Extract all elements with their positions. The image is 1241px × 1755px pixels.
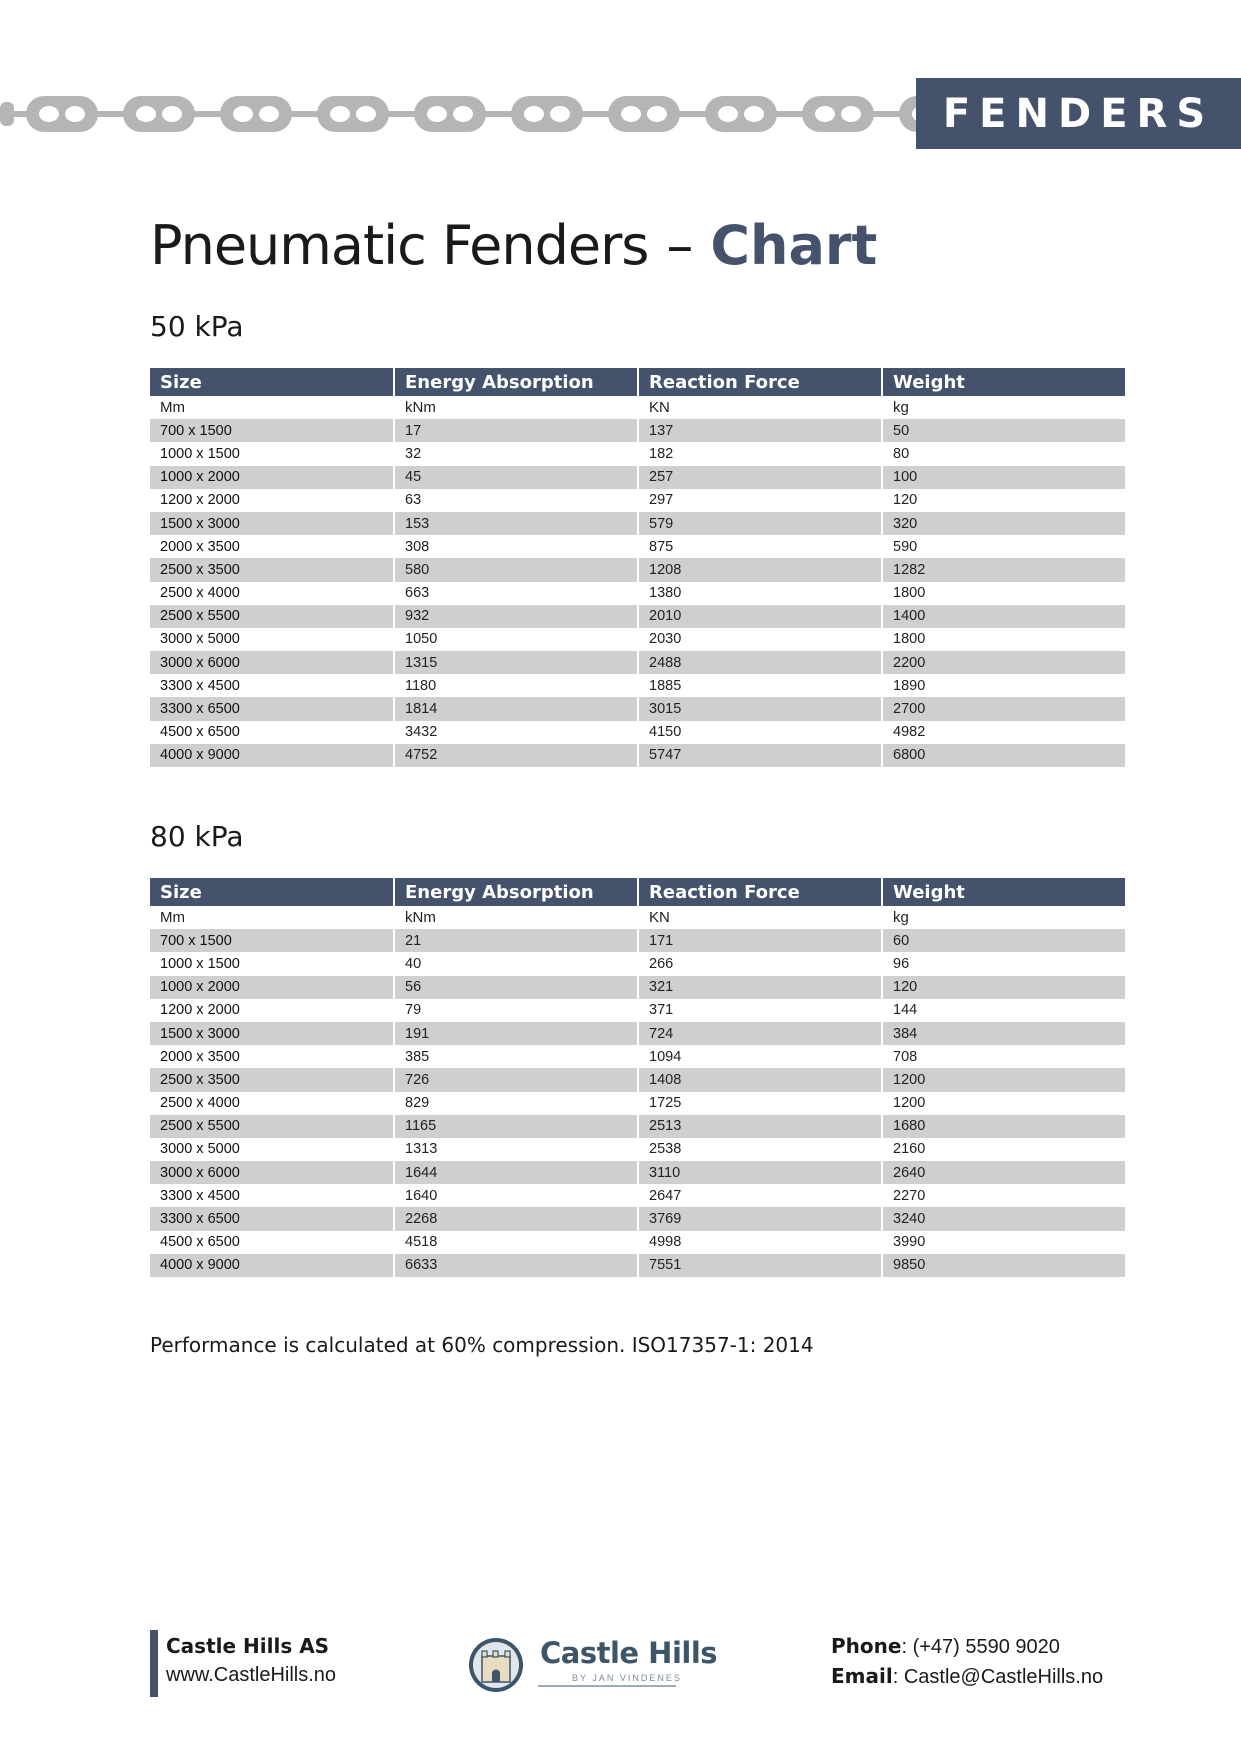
weight-cell: 1200: [882, 1092, 1125, 1115]
size-cell: 1500 x 3000: [150, 512, 394, 535]
chain-link-stud: [738, 104, 744, 124]
table-row: [150, 419, 1125, 442]
chain-link-stud: [253, 104, 259, 124]
size-cell: 3300 x 6500: [150, 697, 394, 720]
table-row: [150, 1092, 1125, 1115]
unit-cell: kg: [882, 906, 1125, 929]
table-row: [150, 628, 1125, 651]
weight-cell: 120: [882, 489, 1125, 512]
energy-absorption-cell: 63: [394, 489, 638, 512]
weight-cell: 2200: [882, 651, 1125, 674]
header-size: Size: [150, 368, 394, 396]
weight-cell: 120: [882, 976, 1125, 999]
chain-link-hole: [39, 106, 59, 122]
energy-absorption-cell: 4518: [394, 1231, 638, 1254]
energy-absorption-cell: 663: [394, 582, 638, 605]
unit-cell: kg: [882, 396, 1125, 419]
energy-absorption-cell: 32: [394, 442, 638, 465]
email-value[interactable]: : Castle@CastleHills.no: [892, 1666, 1104, 1688]
reaction-force-cell: 266: [638, 952, 882, 975]
reaction-force-cell: 321: [638, 976, 882, 999]
energy-absorption-cell: 385: [394, 1045, 638, 1068]
table-row: [150, 1231, 1125, 1254]
energy-absorption-cell: 45: [394, 466, 638, 489]
table-header-row: [150, 878, 1125, 906]
size-cell: 2500 x 3500: [150, 1068, 394, 1091]
company-website-link[interactable]: www.CastleHills.no: [166, 1664, 337, 1686]
size-cell: 1500 x 3000: [150, 1022, 394, 1045]
reaction-force-cell: 1380: [638, 582, 882, 605]
table-row: [150, 1161, 1125, 1184]
energy-absorption-cell: 21: [394, 929, 638, 952]
company-name: Castle Hills AS: [166, 1634, 330, 1658]
table-row: [150, 697, 1125, 720]
chain-link-hole: [718, 106, 738, 122]
energy-absorption-cell: 3432: [394, 721, 638, 744]
contact-block: [831, 1632, 1103, 1692]
weight-cell: 60: [882, 929, 1125, 952]
weight-cell: 6800: [882, 744, 1125, 767]
reaction-force-cell: 1094: [638, 1045, 882, 1068]
energy-absorption-cell: 2268: [394, 1207, 638, 1230]
header-weight: Weight: [882, 368, 1125, 396]
energy-absorption-cell: 79: [394, 999, 638, 1022]
table-row: [150, 721, 1125, 744]
footer-accent-bar: [150, 1630, 158, 1697]
chain-link-hole: [330, 106, 350, 122]
reaction-force-cell: 579: [638, 512, 882, 535]
chain-link-hole: [841, 106, 861, 122]
energy-absorption-cell: 17: [394, 419, 638, 442]
chain-link-hole: [744, 106, 764, 122]
page-title: [150, 214, 877, 284]
table-row: [150, 952, 1125, 975]
table-units-row: [150, 906, 1125, 929]
chain-link-hole: [524, 106, 544, 122]
table-header-row: [150, 368, 1125, 396]
size-cell: 3000 x 6000: [150, 1161, 394, 1184]
size-cell: 2500 x 5500: [150, 1115, 394, 1138]
weight-cell: 384: [882, 1022, 1125, 1045]
chain-link-stud: [544, 104, 550, 124]
reaction-force-cell: 5747: [638, 744, 882, 767]
reaction-force-cell: 297: [638, 489, 882, 512]
reaction-force-cell: 2010: [638, 605, 882, 628]
size-cell: 1000 x 2000: [150, 976, 394, 999]
size-cell: 1200 x 2000: [150, 999, 394, 1022]
header-size: Size: [150, 878, 394, 906]
reaction-force-cell: 182: [638, 442, 882, 465]
unit-cell: kNm: [394, 396, 638, 419]
reaction-force-cell: 1725: [638, 1092, 882, 1115]
table-row: [150, 674, 1125, 697]
energy-absorption-cell: 1640: [394, 1184, 638, 1207]
reaction-force-cell: 3110: [638, 1161, 882, 1184]
header-reaction-force: Reaction Force: [638, 878, 882, 906]
size-cell: 700 x 1500: [150, 929, 394, 952]
size-cell: 2500 x 4000: [150, 582, 394, 605]
size-cell: 3300 x 6500: [150, 1207, 394, 1230]
weight-cell: 1200: [882, 1068, 1125, 1091]
reaction-force-cell: 137: [638, 419, 882, 442]
chain-link-hole: [356, 106, 376, 122]
phone-value[interactable]: : (+47) 5590 9020: [901, 1636, 1060, 1658]
chain-link-hole: [233, 106, 253, 122]
chain-link-hole: [550, 106, 570, 122]
chain-link-stud: [156, 104, 162, 124]
chain-link-stud: [447, 104, 453, 124]
table-row: [150, 1254, 1125, 1277]
chain-link-hole: [136, 106, 156, 122]
chain-graphic: [0, 84, 918, 144]
weight-cell: 50: [882, 419, 1125, 442]
energy-absorption-cell: 580: [394, 558, 638, 581]
size-cell: 1000 x 1500: [150, 952, 394, 975]
reaction-force-cell: 875: [638, 535, 882, 558]
energy-absorption-cell: 1315: [394, 651, 638, 674]
size-cell: 1000 x 2000: [150, 466, 394, 489]
chain-link-hole: [427, 106, 447, 122]
unit-cell: KN: [638, 396, 882, 419]
title-main: Pneumatic Fenders: [150, 214, 649, 277]
weight-cell: 144: [882, 999, 1125, 1022]
energy-absorption-cell: 829: [394, 1092, 638, 1115]
size-cell: 1000 x 1500: [150, 442, 394, 465]
size-cell: 4500 x 6500: [150, 1231, 394, 1254]
reaction-force-cell: 257: [638, 466, 882, 489]
reaction-force-cell: 4150: [638, 721, 882, 744]
size-cell: 3000 x 5000: [150, 628, 394, 651]
energy-absorption-cell: 1165: [394, 1115, 638, 1138]
size-cell: 2500 x 4000: [150, 1092, 394, 1115]
energy-absorption-cell: 1313: [394, 1138, 638, 1161]
header-energy-absorption: Energy Absorption: [394, 368, 638, 396]
weight-cell: 3240: [882, 1207, 1125, 1230]
company-block: [166, 1632, 336, 1690]
unit-cell: KN: [638, 906, 882, 929]
fenders-banner: [916, 78, 1241, 149]
energy-absorption-cell: 4752: [394, 744, 638, 767]
banner-label: FENDERS: [942, 90, 1215, 137]
chain-link-hole: [162, 106, 182, 122]
energy-absorption-cell: 1644: [394, 1161, 638, 1184]
weight-cell: 9850: [882, 1254, 1125, 1277]
size-cell: 2500 x 3500: [150, 558, 394, 581]
email-label: Email: [831, 1664, 893, 1688]
size-cell: 1200 x 2000: [150, 489, 394, 512]
chain-link-stud: [59, 104, 65, 124]
table-row: [150, 999, 1125, 1022]
reaction-force-cell: 2647: [638, 1184, 882, 1207]
weight-cell: 3990: [882, 1231, 1125, 1254]
weight-cell: 2700: [882, 697, 1125, 720]
weight-cell: 100: [882, 466, 1125, 489]
weight-cell: 2640: [882, 1161, 1125, 1184]
table-row: [150, 558, 1125, 581]
table-row: [150, 1207, 1125, 1230]
reaction-force-cell: 7551: [638, 1254, 882, 1277]
energy-absorption-cell: 1050: [394, 628, 638, 651]
chain-link-hole: [647, 106, 667, 122]
reaction-force-cell: 2513: [638, 1115, 882, 1138]
table-row: [150, 1068, 1125, 1091]
table-row: [150, 605, 1125, 628]
size-cell: 4500 x 6500: [150, 721, 394, 744]
title-dash: –: [666, 214, 693, 277]
weight-cell: 1800: [882, 582, 1125, 605]
chain-link-stud: [835, 104, 841, 124]
chain-link-hole: [621, 106, 641, 122]
phone-label: Phone: [831, 1634, 902, 1658]
table-row: [150, 651, 1125, 674]
title-accent: Chart: [710, 214, 878, 277]
weight-cell: 1400: [882, 605, 1125, 628]
weight-cell: 708: [882, 1045, 1125, 1068]
weight-cell: 80: [882, 442, 1125, 465]
energy-absorption-cell: 191: [394, 1022, 638, 1045]
table-row: [150, 489, 1125, 512]
table-row: [150, 442, 1125, 465]
table-row: [150, 744, 1125, 767]
size-cell: 2500 x 5500: [150, 605, 394, 628]
energy-absorption-cell: 56: [394, 976, 638, 999]
size-cell: 3000 x 6000: [150, 651, 394, 674]
reaction-force-cell: 3769: [638, 1207, 882, 1230]
weight-cell: 96: [882, 952, 1125, 975]
fender-table-80kpa: [150, 878, 1125, 1277]
chain-link-partial: [0, 102, 14, 126]
chain-link-hole: [815, 106, 835, 122]
energy-absorption-cell: 726: [394, 1068, 638, 1091]
header-weight: Weight: [882, 878, 1125, 906]
energy-absorption-cell: 40: [394, 952, 638, 975]
size-cell: 3300 x 4500: [150, 1184, 394, 1207]
header-energy-absorption: Energy Absorption: [394, 878, 638, 906]
weight-cell: 1680: [882, 1115, 1125, 1138]
section-label-80kpa: 80 kPa: [150, 820, 244, 853]
energy-absorption-cell: 1180: [394, 674, 638, 697]
unit-cell: Mm: [150, 906, 394, 929]
size-cell: 3300 x 4500: [150, 674, 394, 697]
section-label-50kpa: 50 kPa: [150, 310, 244, 343]
table-row: [150, 1184, 1125, 1207]
reaction-force-cell: 2030: [638, 628, 882, 651]
table-row: [150, 976, 1125, 999]
unit-cell: Mm: [150, 396, 394, 419]
reaction-force-cell: 724: [638, 1022, 882, 1045]
table-row: [150, 1045, 1125, 1068]
table-row: [150, 1022, 1125, 1045]
unit-cell: kNm: [394, 906, 638, 929]
chain-link-stud: [350, 104, 356, 124]
reaction-force-cell: 2538: [638, 1138, 882, 1161]
size-cell: 3000 x 5000: [150, 1138, 394, 1161]
energy-absorption-cell: 308: [394, 535, 638, 558]
reaction-force-cell: 4998: [638, 1231, 882, 1254]
weight-cell: 4982: [882, 721, 1125, 744]
table-row: [150, 535, 1125, 558]
chain-link-stud: [641, 104, 647, 124]
table-row: [150, 1115, 1125, 1138]
weight-cell: 590: [882, 535, 1125, 558]
size-cell: 2000 x 3500: [150, 1045, 394, 1068]
size-cell: 2000 x 3500: [150, 535, 394, 558]
table-row: [150, 466, 1125, 489]
phone-line: [831, 1632, 1103, 1662]
table-row: [150, 512, 1125, 535]
size-cell: 700 x 1500: [150, 419, 394, 442]
weight-cell: 1800: [882, 628, 1125, 651]
chain-link-hole: [259, 106, 279, 122]
weight-cell: 2270: [882, 1184, 1125, 1207]
reaction-force-cell: 1885: [638, 674, 882, 697]
logo-text: Castle Hills: [540, 1636, 718, 1670]
weight-cell: 1282: [882, 558, 1125, 581]
reaction-force-cell: 3015: [638, 697, 882, 720]
reaction-force-cell: 2488: [638, 651, 882, 674]
weight-cell: 1890: [882, 674, 1125, 697]
weight-cell: 2160: [882, 1138, 1125, 1161]
table-units-row: [150, 396, 1125, 419]
table-row: [150, 1138, 1125, 1161]
energy-absorption-cell: 153: [394, 512, 638, 535]
chain-link-hole: [453, 106, 473, 122]
size-cell: 4000 x 9000: [150, 744, 394, 767]
email-line: [831, 1662, 1103, 1692]
table-row: [150, 582, 1125, 605]
performance-note: Performance is calculated at 60% compression. ISO17357-1: 2014: [150, 1333, 814, 1357]
chain-link-hole: [65, 106, 85, 122]
weight-cell: 320: [882, 512, 1125, 535]
energy-absorption-cell: 932: [394, 605, 638, 628]
reaction-force-cell: 371: [638, 999, 882, 1022]
logo-subtext: BY JAN VINDENES: [572, 1673, 682, 1683]
reaction-force-cell: 1408: [638, 1068, 882, 1091]
fender-table-50kpa: [150, 368, 1125, 767]
reaction-force-cell: 171: [638, 929, 882, 952]
energy-absorption-cell: 6633: [394, 1254, 638, 1277]
size-cell: 4000 x 9000: [150, 1254, 394, 1277]
reaction-force-cell: 1208: [638, 558, 882, 581]
header-reaction-force: Reaction Force: [638, 368, 882, 396]
table-row: [150, 929, 1125, 952]
energy-absorption-cell: 1814: [394, 697, 638, 720]
